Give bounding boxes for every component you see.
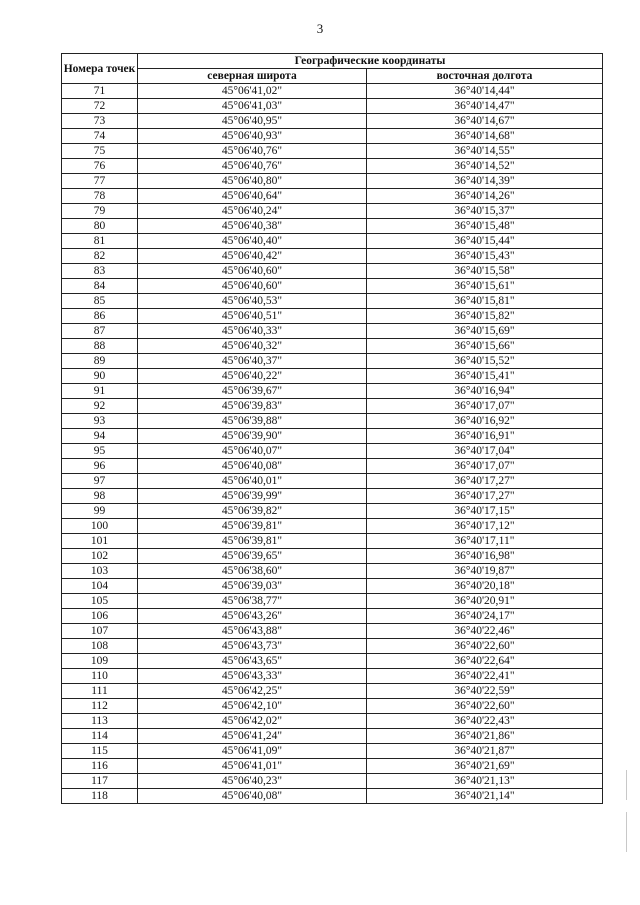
latitude-cell: 45°06'42,10" — [138, 699, 367, 714]
longitude-cell: 36°40'17,12" — [367, 519, 603, 534]
latitude-cell: 45°06'39,03" — [138, 579, 367, 594]
latitude-cell: 45°06'40,22" — [138, 369, 367, 384]
latitude-cell: 45°06'40,51" — [138, 309, 367, 324]
point-number-cell: 91 — [62, 384, 138, 399]
latitude-cell: 45°06'40,80" — [138, 174, 367, 189]
table-body — [62, 84, 603, 804]
latitude-cell: 45°06'43,88" — [138, 624, 367, 639]
point-number-cell: 105 — [62, 594, 138, 609]
point-number-cell: 116 — [62, 759, 138, 774]
table-row — [62, 774, 603, 789]
point-number-cell: 101 — [62, 534, 138, 549]
table-row — [62, 534, 603, 549]
table-row — [62, 789, 603, 804]
table-row — [62, 414, 603, 429]
point-number-cell: 76 — [62, 159, 138, 174]
point-number-cell: 86 — [62, 309, 138, 324]
latitude-cell: 45°06'39,82" — [138, 504, 367, 519]
longitude-cell: 36°40'15,58" — [367, 264, 603, 279]
point-number-cell: 82 — [62, 249, 138, 264]
longitude-cell: 36°40'15,66" — [367, 339, 603, 354]
table-row — [62, 339, 603, 354]
latitude-cell: 45°06'41,01" — [138, 759, 367, 774]
latitude-cell: 45°06'39,88" — [138, 414, 367, 429]
point-number-cell: 112 — [62, 699, 138, 714]
longitude-cell: 36°40'14,26" — [367, 189, 603, 204]
table-row — [62, 564, 603, 579]
longitude-cell: 36°40'14,68" — [367, 129, 603, 144]
latitude-cell: 45°06'40,95" — [138, 114, 367, 129]
latitude-cell: 45°06'41,02" — [138, 84, 367, 99]
point-number-cell: 75 — [62, 144, 138, 159]
latitude-cell: 45°06'39,90" — [138, 429, 367, 444]
point-number-cell: 109 — [62, 654, 138, 669]
table-row — [62, 264, 603, 279]
longitude-cell: 36°40'15,52" — [367, 354, 603, 369]
table-row — [62, 624, 603, 639]
latitude-cell: 45°06'41,03" — [138, 99, 367, 114]
table-row — [62, 204, 603, 219]
latitude-cell: 45°06'39,83" — [138, 399, 367, 414]
east-longitude-header: восточная долгота — [367, 69, 603, 84]
point-number-cell: 97 — [62, 474, 138, 489]
longitude-cell: 36°40'15,69" — [367, 324, 603, 339]
point-number-cell: 79 — [62, 204, 138, 219]
table-row — [62, 669, 603, 684]
latitude-cell: 45°06'38,60" — [138, 564, 367, 579]
longitude-cell: 36°40'17,07" — [367, 459, 603, 474]
table-row — [62, 294, 603, 309]
point-number-cell: 114 — [62, 729, 138, 744]
table-row — [62, 174, 603, 189]
table-row — [62, 714, 603, 729]
longitude-cell: 36°40'17,15" — [367, 504, 603, 519]
longitude-cell: 36°40'15,48" — [367, 219, 603, 234]
longitude-cell: 36°40'16,91" — [367, 429, 603, 444]
latitude-cell: 45°06'40,33" — [138, 324, 367, 339]
longitude-cell: 36°40'19,87" — [367, 564, 603, 579]
table-row — [62, 324, 603, 339]
table-row — [62, 399, 603, 414]
latitude-cell: 45°06'38,77" — [138, 594, 367, 609]
table-row — [62, 609, 603, 624]
point-number-cell: 115 — [62, 744, 138, 759]
point-number-cell: 89 — [62, 354, 138, 369]
table-row — [62, 429, 603, 444]
longitude-cell: 36°40'22,59" — [367, 684, 603, 699]
latitude-cell: 45°06'41,09" — [138, 744, 367, 759]
point-number-cell: 103 — [62, 564, 138, 579]
longitude-cell: 36°40'17,27" — [367, 489, 603, 504]
latitude-cell: 45°06'39,81" — [138, 519, 367, 534]
latitude-cell: 45°06'40,64" — [138, 189, 367, 204]
longitude-cell: 36°40'14,52" — [367, 159, 603, 174]
longitude-cell: 36°40'14,67" — [367, 114, 603, 129]
table-row — [62, 144, 603, 159]
table-row — [62, 249, 603, 264]
longitude-cell: 36°40'15,37" — [367, 204, 603, 219]
latitude-cell: 45°06'40,53" — [138, 294, 367, 309]
point-number-cell: 71 — [62, 84, 138, 99]
latitude-cell: 45°06'40,60" — [138, 264, 367, 279]
latitude-cell: 45°06'40,60" — [138, 279, 367, 294]
table-row — [62, 129, 603, 144]
point-number-cell: 100 — [62, 519, 138, 534]
longitude-cell: 36°40'16,94" — [367, 384, 603, 399]
table-header — [62, 54, 603, 84]
longitude-cell: 36°40'24,17" — [367, 609, 603, 624]
point-number-cell: 110 — [62, 669, 138, 684]
longitude-cell: 36°40'21,87" — [367, 744, 603, 759]
latitude-cell: 45°06'39,67" — [138, 384, 367, 399]
latitude-cell: 45°06'40,08" — [138, 789, 367, 804]
table-row — [62, 639, 603, 654]
latitude-cell: 45°06'40,93" — [138, 129, 367, 144]
longitude-cell: 36°40'15,41" — [367, 369, 603, 384]
longitude-cell: 36°40'15,44" — [367, 234, 603, 249]
latitude-cell: 45°06'40,23" — [138, 774, 367, 789]
longitude-cell: 36°40'22,60" — [367, 639, 603, 654]
point-number-cell: 88 — [62, 339, 138, 354]
table-row — [62, 759, 603, 774]
point-number-cell: 92 — [62, 399, 138, 414]
table-row — [62, 489, 603, 504]
table-row — [62, 369, 603, 384]
table-row — [62, 549, 603, 564]
table-row — [62, 384, 603, 399]
longitude-cell: 36°40'17,07" — [367, 399, 603, 414]
north-latitude-header: северная широта — [138, 69, 367, 84]
point-number-cell: 117 — [62, 774, 138, 789]
point-number-cell: 118 — [62, 789, 138, 804]
table-row — [62, 309, 603, 324]
latitude-cell: 45°06'40,01" — [138, 474, 367, 489]
latitude-cell: 45°06'43,65" — [138, 654, 367, 669]
latitude-cell: 45°06'40,24" — [138, 204, 367, 219]
table-row — [62, 444, 603, 459]
longitude-cell: 36°40'22,43" — [367, 714, 603, 729]
latitude-cell: 45°06'40,38" — [138, 219, 367, 234]
table-row — [62, 744, 603, 759]
table-row — [62, 114, 603, 129]
point-number-header: Номера точек — [62, 54, 138, 84]
longitude-cell: 36°40'20,91" — [367, 594, 603, 609]
longitude-cell: 36°40'14,55" — [367, 144, 603, 159]
latitude-cell: 45°06'39,81" — [138, 534, 367, 549]
longitude-cell: 36°40'21,14" — [367, 789, 603, 804]
longitude-cell: 36°40'22,64" — [367, 654, 603, 669]
point-number-cell: 111 — [62, 684, 138, 699]
longitude-cell: 36°40'14,47" — [367, 99, 603, 114]
latitude-cell: 45°06'43,73" — [138, 639, 367, 654]
longitude-cell: 36°40'21,86" — [367, 729, 603, 744]
table-row — [62, 189, 603, 204]
latitude-cell: 45°06'43,33" — [138, 669, 367, 684]
longitude-cell: 36°40'15,82" — [367, 309, 603, 324]
longitude-cell: 36°40'16,92" — [367, 414, 603, 429]
latitude-cell: 45°06'40,76" — [138, 144, 367, 159]
table-row — [62, 474, 603, 489]
longitude-cell: 36°40'16,98" — [367, 549, 603, 564]
point-number-cell: 102 — [62, 549, 138, 564]
point-number-cell: 81 — [62, 234, 138, 249]
table-row — [62, 579, 603, 594]
latitude-cell: 45°06'40,32" — [138, 339, 367, 354]
table-row — [62, 84, 603, 99]
point-number-cell: 113 — [62, 714, 138, 729]
page-number: 3 — [316, 21, 324, 36]
latitude-cell: 45°06'40,42" — [138, 249, 367, 264]
point-number-cell: 83 — [62, 264, 138, 279]
table-row — [62, 684, 603, 699]
table-row — [62, 594, 603, 609]
point-number-cell: 95 — [62, 444, 138, 459]
point-number-cell: 104 — [62, 579, 138, 594]
point-number-cell: 77 — [62, 174, 138, 189]
table-row — [62, 654, 603, 669]
longitude-cell: 36°40'22,46" — [367, 624, 603, 639]
point-number-cell: 90 — [62, 369, 138, 384]
point-number-cell: 99 — [62, 504, 138, 519]
geographic-coordinates-header: Географические координаты — [138, 54, 603, 69]
table-row — [62, 729, 603, 744]
longitude-cell: 36°40'17,11" — [367, 534, 603, 549]
latitude-cell: 45°06'41,24" — [138, 729, 367, 744]
point-number-cell: 72 — [62, 99, 138, 114]
longitude-cell: 36°40'15,81" — [367, 294, 603, 309]
table-row — [62, 219, 603, 234]
table-row — [62, 234, 603, 249]
table-row — [62, 519, 603, 534]
point-number-cell: 74 — [62, 129, 138, 144]
table-row — [62, 99, 603, 114]
longitude-cell: 36°40'17,04" — [367, 444, 603, 459]
latitude-cell: 45°06'40,37" — [138, 354, 367, 369]
longitude-cell: 36°40'15,43" — [367, 249, 603, 264]
point-number-cell: 108 — [62, 639, 138, 654]
table-row — [62, 699, 603, 714]
coordinates-table — [61, 53, 603, 804]
table-row — [62, 279, 603, 294]
latitude-cell: 45°06'39,99" — [138, 489, 367, 504]
point-number-cell: 107 — [62, 624, 138, 639]
table-row — [62, 459, 603, 474]
point-number-cell: 73 — [62, 114, 138, 129]
point-number-cell: 85 — [62, 294, 138, 309]
latitude-cell: 45°06'40,07" — [138, 444, 367, 459]
longitude-cell: 36°40'20,18" — [367, 579, 603, 594]
point-number-cell: 106 — [62, 609, 138, 624]
longitude-cell: 36°40'14,44" — [367, 84, 603, 99]
longitude-cell: 36°40'22,60" — [367, 699, 603, 714]
scan-artifact-line — [626, 812, 627, 852]
point-number-cell: 94 — [62, 429, 138, 444]
point-number-cell: 78 — [62, 189, 138, 204]
point-number-cell: 98 — [62, 489, 138, 504]
table-row — [62, 504, 603, 519]
point-number-cell: 80 — [62, 219, 138, 234]
point-number-cell: 84 — [62, 279, 138, 294]
point-number-cell: 87 — [62, 324, 138, 339]
longitude-cell: 36°40'17,27" — [367, 474, 603, 489]
table-row — [62, 354, 603, 369]
table-row — [62, 159, 603, 174]
longitude-cell: 36°40'21,69" — [367, 759, 603, 774]
longitude-cell: 36°40'14,39" — [367, 174, 603, 189]
point-number-cell: 96 — [62, 459, 138, 474]
longitude-cell: 36°40'15,61" — [367, 279, 603, 294]
latitude-cell: 45°06'40,08" — [138, 459, 367, 474]
point-number-cell: 93 — [62, 414, 138, 429]
latitude-cell: 45°06'43,26" — [138, 609, 367, 624]
longitude-cell: 36°40'22,41" — [367, 669, 603, 684]
latitude-cell: 45°06'42,25" — [138, 684, 367, 699]
scan-artifact-line — [626, 770, 627, 800]
longitude-cell: 36°40'21,13" — [367, 774, 603, 789]
latitude-cell: 45°06'40,76" — [138, 159, 367, 174]
latitude-cell: 45°06'40,40" — [138, 234, 367, 249]
latitude-cell: 45°06'39,65" — [138, 549, 367, 564]
latitude-cell: 45°06'42,02" — [138, 714, 367, 729]
